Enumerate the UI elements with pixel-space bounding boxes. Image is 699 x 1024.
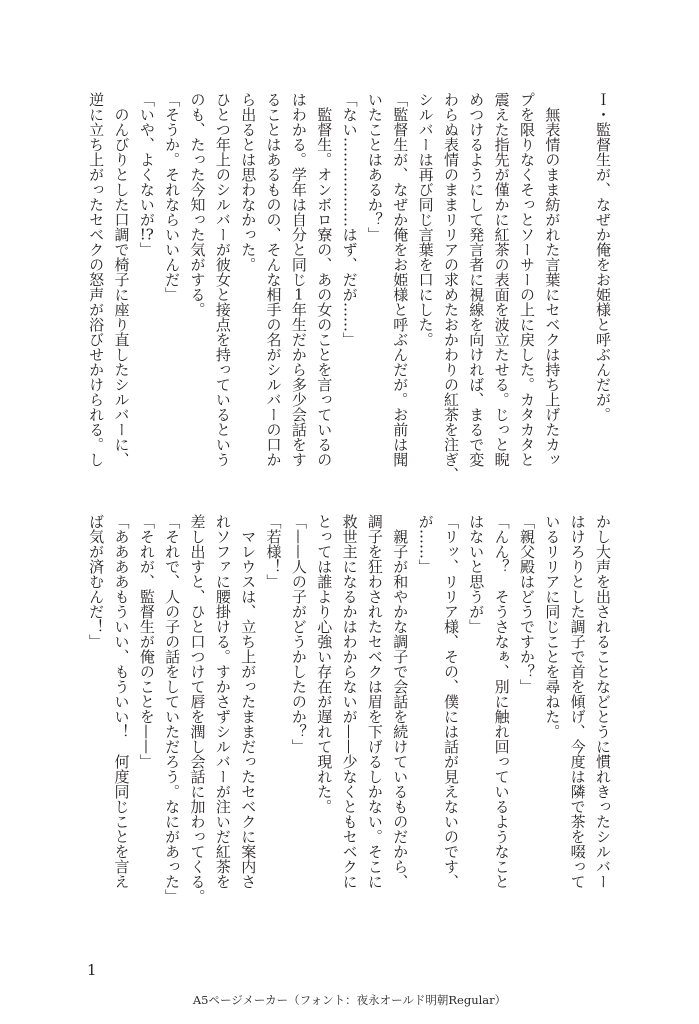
page-number: 1 bbox=[87, 961, 97, 979]
text-column: 逆に立ち上がったセベクの怒声が浴びせかけられる。し bbox=[87, 92, 106, 467]
text-column: はわかる。学年は自分と同じ1年生だから多少会話をす bbox=[289, 92, 308, 467]
section-heading: Ｉ・監督生が、なぜか俺をお姫様と呼ぶんだが。 bbox=[594, 92, 612, 422]
text-column: ら出るとは思わなかった。 bbox=[239, 92, 258, 272]
text-column: 「親父殿はどうですか？」 bbox=[517, 514, 536, 694]
text-column: 無表情のまま紡がれた言葉にセベクは持ち上げたカッ bbox=[543, 92, 562, 467]
text-column: れソファに腰掛ける。すかさずシルバーが注いだ紅茶を bbox=[213, 514, 232, 889]
text-column: 「若様！」 bbox=[264, 514, 283, 589]
text-column: 「それで、人の子の話をしていただろう。なにがあった」 bbox=[163, 514, 182, 904]
text-column: 「いや、よくないが!?」 bbox=[137, 92, 156, 257]
upper-text-block bbox=[82, 92, 615, 482]
text-column: 救世主になるかはわからないが——少なくともセベクに bbox=[340, 514, 359, 889]
text-column: のんびりとした口調で椅子に座り直したシルバーに、 bbox=[112, 92, 131, 467]
footer-credit: A5ページメーカー（フォント：夜永オールド明朝Regular） bbox=[192, 993, 507, 1007]
text-column: めつけるようにして発言者に視線を向ければ、まるで変 bbox=[467, 92, 486, 467]
text-column: 「リッ、リリア様、その、僕には話が見えないのです、 bbox=[441, 514, 460, 889]
text-column: かし大声を出されることなどとうに慣れきったシルバー bbox=[594, 514, 612, 889]
text-column: いたことはあるか？」 bbox=[365, 92, 384, 242]
text-column: 親子が和やかな調子で会話を続けているものだから、 bbox=[391, 514, 410, 889]
column-spacer bbox=[564, 92, 589, 474]
text-column: 震えた指先が僅かに紅茶の表面を波立たせる。じっと睨 bbox=[492, 92, 511, 467]
text-column: とっては誰より心強い存在が遅れて現れた。 bbox=[315, 514, 334, 814]
text-column: のも、たった今知った気がする。 bbox=[188, 92, 207, 317]
text-column: ば気が済むんだ！」 bbox=[87, 514, 106, 649]
text-column: 調子を狂わされたセベクは眉を下げるしかない。そこに bbox=[365, 514, 384, 889]
text-column: わらぬ表情のままリリアの求めたおかわりの紅茶を注ぎ、 bbox=[441, 92, 460, 482]
text-column: 「それが、監督生が俺のことを——」 bbox=[137, 514, 156, 769]
text-column: 差し出すと、ひと口つけて唇を潤し会話に加わってくる。 bbox=[188, 514, 207, 904]
text-column: 「ない………………はず、だが……」 bbox=[340, 92, 359, 347]
text-column: ひとつ年上のシルバーが彼女と接点を持っているという bbox=[213, 92, 232, 467]
text-column: シルバーは再び同じ言葉を口にした。 bbox=[416, 92, 435, 347]
text-column: マレウスは、立ち上がったままだったセベクに案内さ bbox=[239, 514, 258, 889]
text-column: が……」 bbox=[416, 514, 435, 574]
text-column: 「監督生が、なぜか俺をお姫様と呼ぶんだが。お前は聞 bbox=[391, 92, 410, 467]
text-column: はないと思うが」 bbox=[467, 514, 486, 634]
lower-text-block bbox=[82, 514, 615, 904]
text-column: 「——人の子がどうかしたのか？」 bbox=[289, 514, 308, 754]
text-column: はけろりとした調子で首を傾げ、今度は隣で茶を啜って bbox=[568, 514, 587, 889]
text-column: 「んん？ そうさなぁ、別に触れ回っているようなこと bbox=[492, 514, 511, 889]
text-column: ることはあるものの、そんな相手の名がシルバーの口か bbox=[264, 92, 283, 467]
text-column: 監督生。オンボロ寮の、あの女のことを言っているの bbox=[315, 92, 334, 467]
text-column: 「ああああもういい、もういい！ 何度同じことを言え bbox=[112, 514, 131, 889]
text-column: 「そうか。それならいいんだ」 bbox=[163, 92, 182, 302]
text-column: いるリリアに同じことを尋ねた。 bbox=[543, 514, 562, 739]
text-column: プを限りなくそっとソーサーの上に戻した。カタカタと bbox=[517, 92, 536, 467]
